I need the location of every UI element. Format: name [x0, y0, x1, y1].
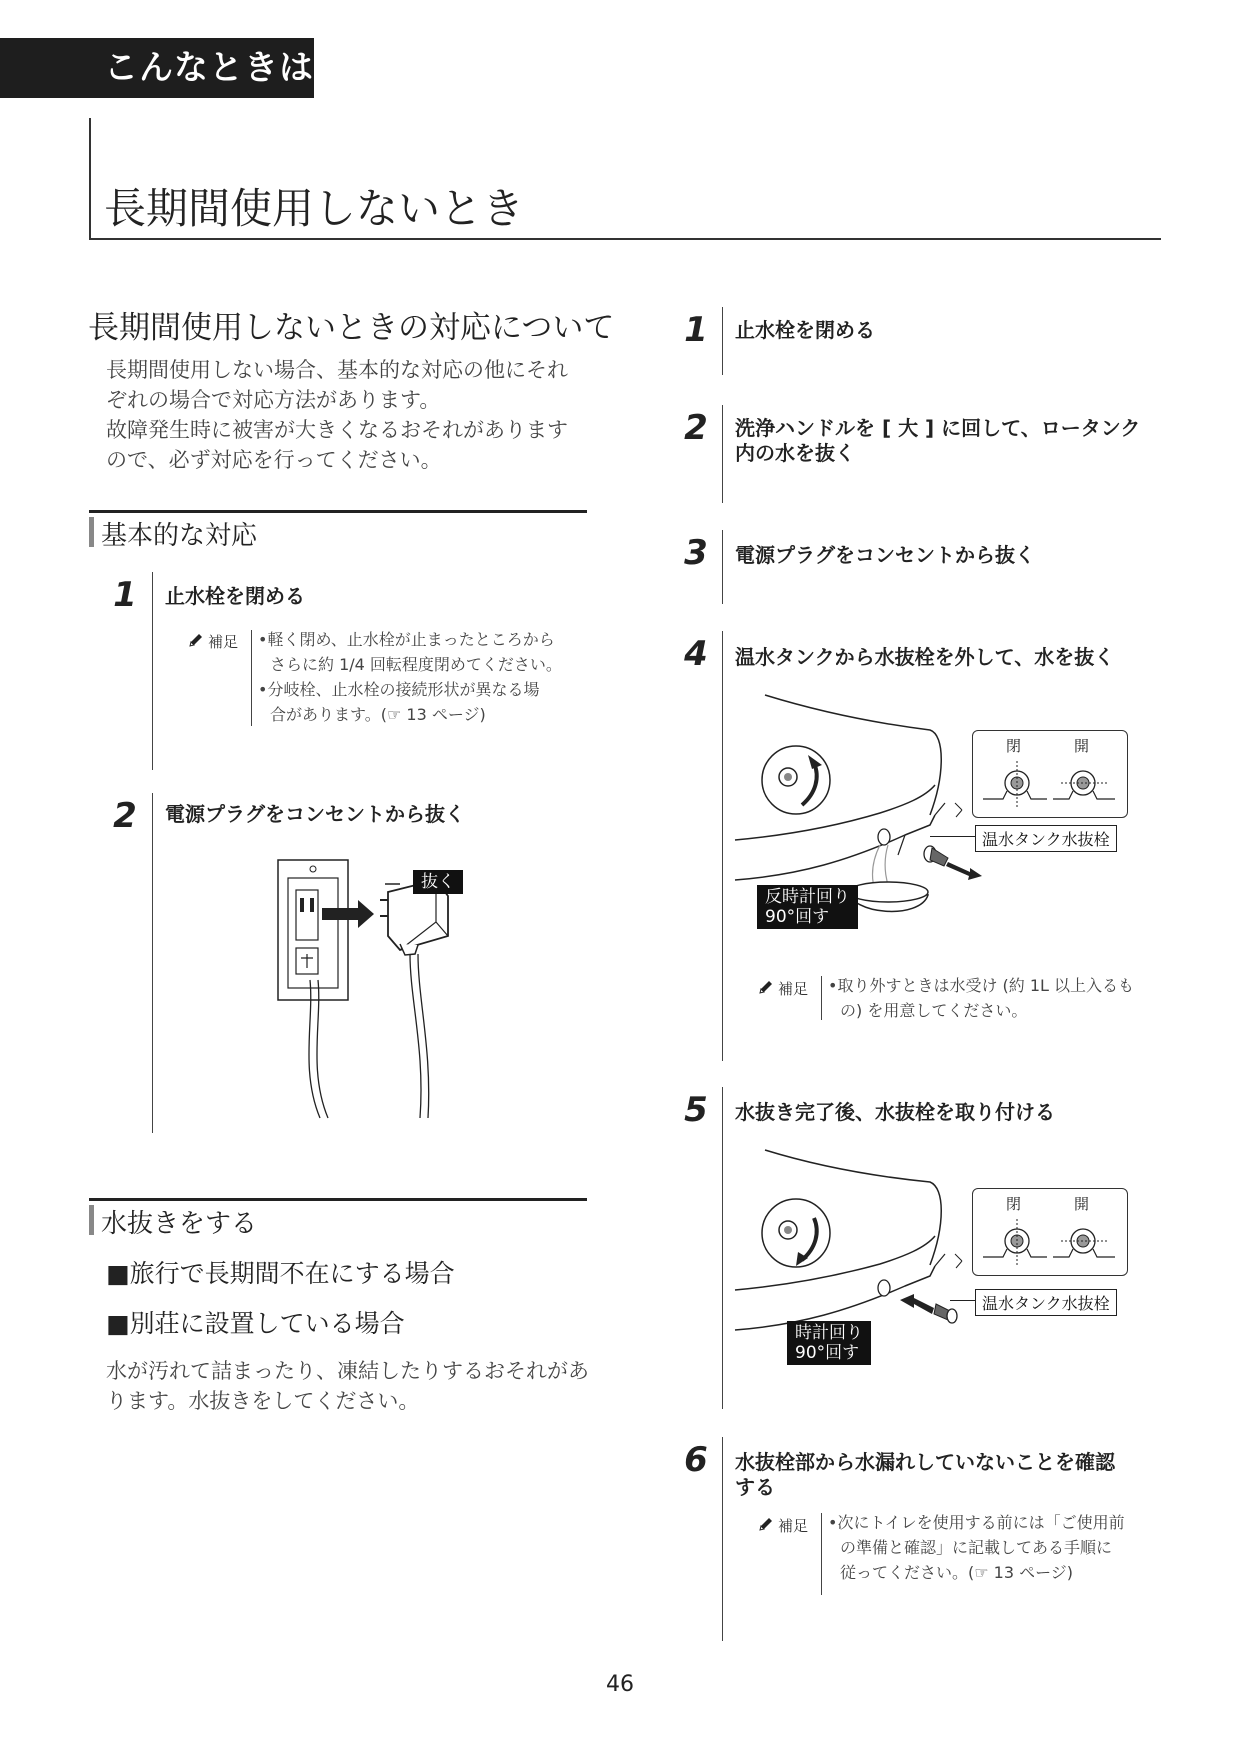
- step-number: 2: [684, 408, 708, 448]
- step-number: 1: [113, 575, 137, 615]
- valve-closed-label: 閉: [1006, 1195, 1022, 1213]
- step-rule: [722, 631, 723, 1061]
- valve-open-label: 開: [1074, 737, 1090, 755]
- note-label: 補足: [208, 633, 239, 651]
- step-title-line: する: [735, 1475, 775, 1499]
- note-text: [258, 627, 578, 727]
- page-title: 長期間使用しないとき: [104, 184, 525, 233]
- step-title: 止水栓を閉める: [165, 584, 305, 608]
- step-title: 温水タンクから水抜栓を外して、水を抜く: [735, 645, 1115, 669]
- pencil-icon: [757, 1515, 775, 1537]
- drain-line: ります。水抜きをしてください。: [106, 1389, 420, 1413]
- callout-leader: [930, 836, 980, 837]
- title-underline: [89, 238, 1161, 240]
- rotate-angle: 90°回す: [795, 1343, 860, 1363]
- pencil-icon: [187, 631, 205, 653]
- pencil-icon: [757, 978, 775, 1000]
- section-banner: こんなときは: [0, 38, 314, 98]
- step-title-line: 洗浄ハンドルを [ 大 ] に回して、ロータンク: [735, 416, 1141, 440]
- valve-diagram: [979, 759, 1119, 811]
- rotate-direction: 反時計回り: [765, 887, 850, 907]
- note-line: •次にトイレを使用する前には「ご使用前: [828, 1513, 1125, 1532]
- step-number: 5: [684, 1090, 708, 1130]
- intro-line: ので、必ず対応を行ってください。: [106, 448, 442, 472]
- step-number: 4: [684, 634, 708, 674]
- note-label: 補足: [778, 980, 809, 998]
- note-rule: [821, 1513, 822, 1595]
- step-number: 2: [113, 796, 137, 836]
- title-vertical-rule: [89, 118, 91, 240]
- note-rule: [251, 630, 252, 726]
- valve-state-inset: [972, 730, 1128, 818]
- note-line: •取り外すときは水受け (約 1L 以上入るも: [828, 976, 1135, 995]
- step-rule: [722, 530, 723, 604]
- inserted-drain-plug: [888, 1282, 968, 1332]
- intro-line: 長期間使用しない場合、基本的な対応の他にそれ: [106, 358, 568, 382]
- step-number: 6: [684, 1440, 708, 1480]
- step-title: 止水栓を閉める: [735, 318, 875, 342]
- step-rule: [722, 307, 723, 375]
- rotate-direction: 時計回り: [795, 1323, 863, 1343]
- note-line: の準備と確認」に記載してある手順に: [840, 1538, 1113, 1557]
- drain-plug-callout: 温水タンク水抜栓: [975, 825, 1117, 852]
- intro-line: ぞれの場合で対応方法があります。: [106, 388, 441, 412]
- page-number: 46: [606, 1672, 634, 1697]
- step-rule: [722, 1087, 723, 1409]
- drain-text: [106, 1356, 606, 1416]
- valve-open-label: 開: [1074, 1195, 1090, 1213]
- step-title-line: 水抜栓部から水漏れしていないことを確認: [735, 1450, 1115, 1474]
- valve-closed-label: 閉: [1006, 737, 1022, 755]
- step-title: 電源プラグをコンセントから抜く: [735, 543, 1035, 567]
- drain-line: 水が汚れて詰まったり、凍結したりするおそれがあ: [106, 1359, 589, 1383]
- note-line: 従ってください。(☞ 13 ページ): [840, 1563, 1074, 1582]
- drain-plug-callout: 温水タンク水抜栓: [975, 1289, 1117, 1316]
- rotate-angle: 90°回す: [765, 907, 830, 927]
- unplug-callout: 抜く: [413, 870, 463, 894]
- step-number: 1: [684, 310, 708, 350]
- step-rule: [152, 572, 153, 770]
- note-line: の) を用意してください。: [840, 1001, 1028, 1020]
- note-line: •軽く閉め、止水栓が止まったところから: [258, 630, 555, 649]
- intro-heading: 長期間使用しないときの対応について: [88, 310, 615, 346]
- case-item: ■旅行で長期間不在にする場合: [106, 1259, 455, 1288]
- section-heading-basic: [89, 510, 587, 551]
- step-title: [735, 416, 1140, 466]
- note-text: [828, 973, 1148, 1023]
- note-rule: [821, 976, 822, 1020]
- step-title: [735, 1450, 1115, 1500]
- section-heading-marker: [89, 517, 94, 547]
- section-heading-text: 水抜きをする: [101, 1209, 258, 1239]
- note-line: さらに約 1/4 回転程度閉めてください。: [270, 655, 562, 674]
- section-heading-drain: [89, 1198, 587, 1239]
- step-rule: [152, 793, 153, 1133]
- note-text: [828, 1510, 1148, 1585]
- section-heading-marker: [89, 1205, 94, 1235]
- step-title: 電源プラグをコンセントから抜く: [165, 802, 465, 826]
- step-rule: [722, 405, 723, 503]
- note-line: •分岐栓、止水栓の接続形状が異なる場: [258, 680, 540, 699]
- note-label: 補足: [778, 1517, 809, 1535]
- valve-state-inset: [972, 1188, 1128, 1276]
- step-title-line: 内の水を抜く: [735, 441, 855, 465]
- note-line: 合があります。(☞ 13 ページ): [270, 705, 486, 724]
- step-number: 3: [684, 533, 708, 573]
- rotate-instruction: [787, 1321, 871, 1365]
- intro-line: 故障発生時に被害が大きくなるおそれがあります: [106, 418, 568, 442]
- valve-diagram: [979, 1217, 1119, 1269]
- step-rule: [722, 1437, 723, 1641]
- section-heading-text: 基本的な対応: [101, 521, 258, 551]
- step-title: 水抜き完了後、水抜栓を取り付ける: [735, 1100, 1055, 1124]
- intro-text: [106, 355, 606, 475]
- case-item: ■別荘に設置している場合: [106, 1309, 405, 1338]
- rotate-instruction: [757, 885, 858, 929]
